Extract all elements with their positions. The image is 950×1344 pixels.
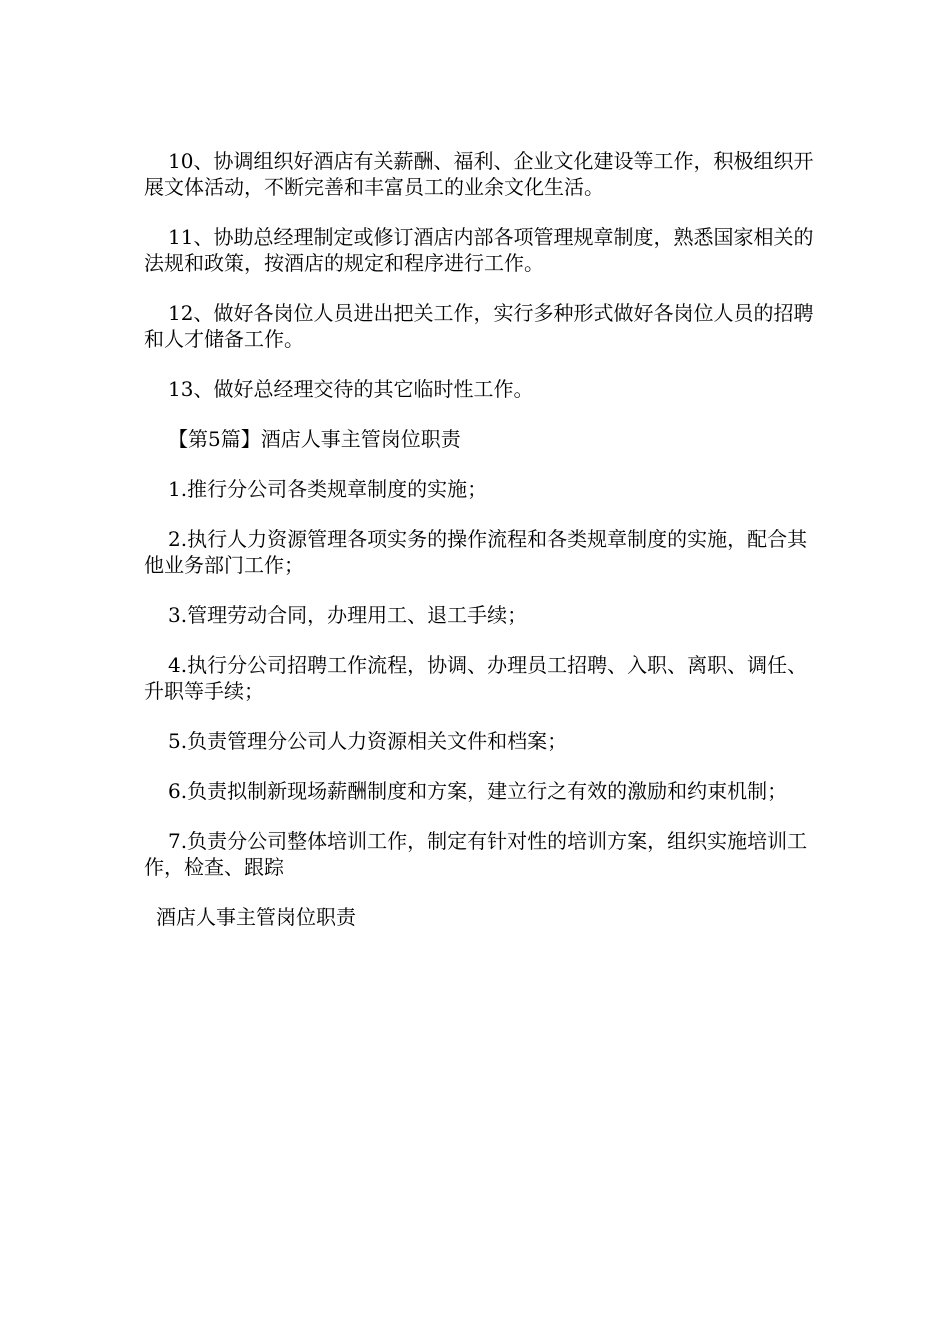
duty-item-6: 6.负责拟制新现场薪酬制度和方案，建立行之有效的激励和约束机制； <box>168 779 788 803</box>
paragraph-12: 12、做好各岗位人员进出把关工作，实行多种形式做好各岗位人员的招聘和人才储备工作。 <box>144 301 814 351</box>
duty-item-3: 3.管理劳动合同，办理用工、退工手续； <box>168 603 528 627</box>
duty-item-7: 7.负责分公司整体培训工作，制定有针对性的培训方案，组织实施培训工作，检查、跟踪 <box>144 829 808 879</box>
paragraph-10: 10、协调组织好酒店有关薪酬、福利、企业文化建设等工作，积极组织开展文体活动，不断完善和丰富员工的业余文化生活。 <box>144 149 814 199</box>
duty-item-4: 4.执行分公司招聘工作流程，协调、办理员工招聘、入职、离职、调任、升职等手续； <box>144 653 808 703</box>
duty-item-5: 5.负责管理分公司人力资源相关文件和档案； <box>168 729 568 753</box>
paragraph-11: 11、协助总经理制定或修订酒店内部各项管理规章制度，熟悉国家相关的法规和政策，按酒店的规定和程序进行工作。 <box>144 225 814 275</box>
paragraph-13: 13、做好总经理交待的其它临时性工作。 <box>168 377 534 401</box>
duty-item-1: 1.推行分公司各类规章制度的实施； <box>168 477 488 501</box>
duty-item-2: 2.执行人力资源管理各项实务的操作流程和各类规章制度的实施，配合其他业务部门工作； <box>144 527 808 577</box>
document-body <box>144 148 824 954</box>
footer-title: 酒店人事主管岗位职责 <box>156 905 356 929</box>
section-heading: 【第5篇】酒店人事主管岗位职责 <box>168 427 461 451</box>
